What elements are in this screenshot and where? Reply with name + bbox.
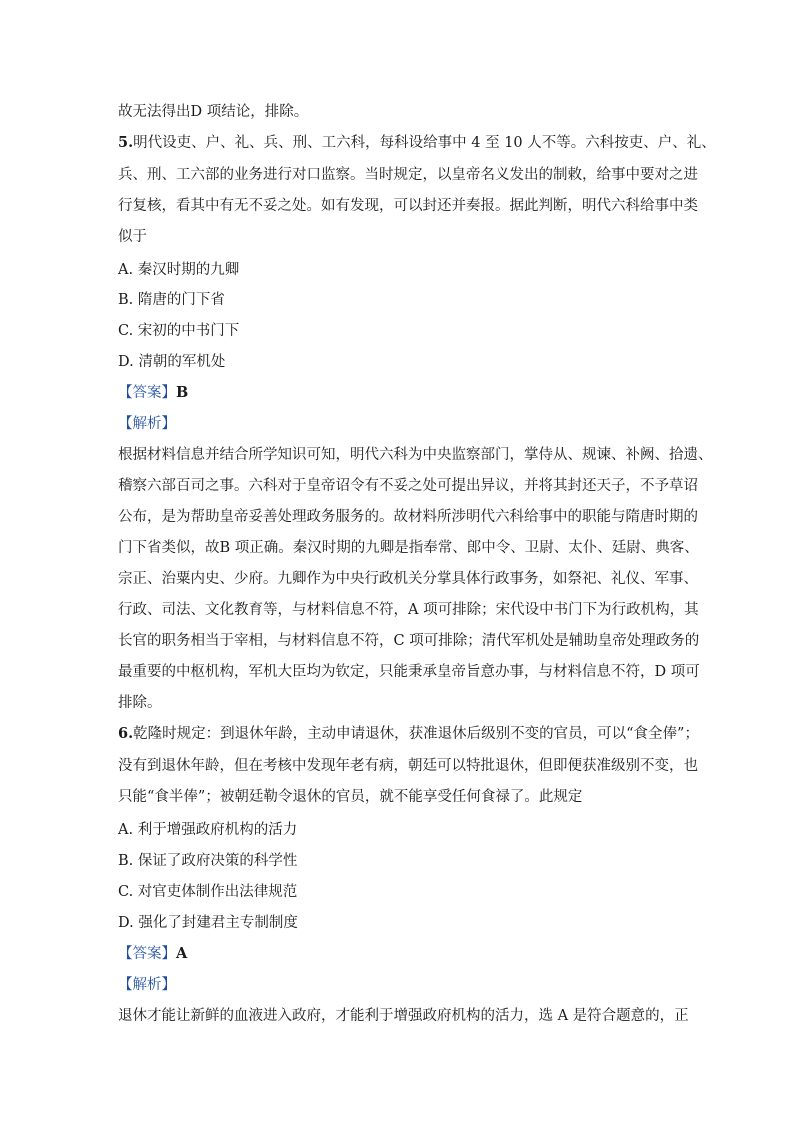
text-line-l28 [118, 944, 187, 964]
text-line-l13 [118, 476, 698, 496]
text-span: 门下省类似，故B 项正确。秦汉时期的九卿是指奉常、郎中令、卫尉、太仆、廷尉、典客、 [118, 540, 699, 556]
text-span: B [176, 384, 189, 401]
text-span: 6. [118, 725, 134, 742]
text-line-l17 [118, 600, 699, 620]
text-span: 最重要的中枢机构，军机大臣均为钦定，只能秉承皇帝旨意办事，与材料信息不符，D 项可 [118, 664, 700, 680]
text-span: 兵、刑、工六部的业务进行对口监察。当时规定，以皇帝名义发出的制敕，给事中要对之进 [118, 167, 698, 183]
text-span: 行复核，看其中有无不妥之处。如有发现，可以封还并奏报。据此判断，明代六科给事中类 [118, 198, 698, 214]
text-span: 行政、司法、文化教育等，与材料信息不符，A 项可排除；宋代设中书门下为行政机构，其 [118, 602, 699, 618]
text-span: 长官的职务相当于宰相，与材料信息不符，C 项可排除；清代军机处是辅助皇帝处理政务的 [118, 633, 700, 649]
text-span: D. 清朝的军机处 [118, 354, 226, 370]
section-tag: 【解析】 [118, 416, 176, 432]
text-line-l18 [118, 631, 699, 651]
text-span: 宗正、治粟内史、少府。九卿作为中央行政机关分掌具体行政事务，如祭祀、礼仪、军事、 [118, 571, 698, 587]
text-span: A. 利于增强政府机构的活力 [118, 822, 298, 838]
text-line-l30 [118, 1006, 689, 1026]
text-span: 稽察六部百司之事。六科对于皇帝诏令有不妥之处可提出异议，并将其封还天子，不予草诏 [118, 478, 698, 494]
text-line-l01 [118, 102, 308, 122]
text-line-l15 [118, 538, 699, 558]
text-span: B. 隋唐的门下省 [118, 292, 225, 308]
text-line-l27 [118, 913, 298, 933]
text-line-l14 [118, 507, 698, 527]
text-span: 没有到退休年龄，但在考核中发现年老有病，朝廷可以特批退休，但即便获准级别不变，也 [118, 758, 698, 774]
text-line-l22 [118, 756, 698, 776]
text-line-l06 [118, 260, 239, 280]
text-line-l10 [118, 383, 188, 403]
text-line-l25 [118, 851, 297, 871]
text-line-l05 [118, 227, 147, 247]
text-line-l19 [118, 662, 700, 682]
text-line-l24 [118, 820, 297, 840]
text-line-l11 [118, 414, 176, 434]
text-span: D. 强化了封建君主专制制度 [118, 915, 298, 931]
text-span: 只能“食半俸”；被朝廷勒令退休的官员，就不能享受任何食禄了。此规定 [118, 789, 583, 805]
text-span: 根据材料信息并结合所学知识可知，明代六科为中央监察部门，掌侍从、规谏、补阙、拾遗、 [118, 447, 713, 463]
text-line-l21 [118, 724, 699, 744]
text-line-l09 [118, 352, 225, 372]
text-line-l26 [118, 882, 297, 902]
text-line-l03 [118, 165, 698, 185]
text-line-l29 [118, 975, 176, 995]
text-span: B. 保证了政府决策的科学性 [118, 853, 298, 869]
section-tag: 【答案】 [118, 385, 176, 401]
text-span: 5. [118, 134, 134, 151]
text-line-l23 [118, 787, 582, 807]
text-span: 明代设吏、户、礼、兵、刑、工六科，每科设给事中 4 至 10 人不等。六科按吏、户、礼、 [133, 135, 716, 151]
text-span: C. 对官吏体制作出法律规范 [118, 884, 298, 900]
text-line-l07 [118, 290, 225, 310]
text-line-l08 [118, 321, 239, 341]
text-span: 退休才能让新鲜的血液进入政府，才能利于增强政府机构的活力，选 A 是符合题意的，正 [118, 1008, 689, 1024]
text-span: 排除。 [118, 695, 162, 711]
text-span: A [176, 945, 188, 962]
text-line-l16 [118, 569, 698, 589]
text-span: 似于 [118, 229, 147, 245]
text-line-l04 [118, 196, 698, 216]
section-tag: 【解析】 [118, 977, 176, 993]
text-span: 故无法得出D 项结论，排除。 [118, 104, 309, 120]
text-line-l12 [118, 445, 713, 465]
text-span: A. 秦汉时期的九卿 [118, 262, 240, 278]
text-line-l20 [118, 693, 162, 713]
text-line-l02 [118, 133, 716, 153]
text-span: 公布，是为帮助皇帝妥善处理政务服务的。故材料所涉明代六科给事中的职能与隋唐时期的 [118, 509, 698, 525]
section-tag: 【答案】 [118, 946, 176, 962]
text-span: C. 宋初的中书门下 [118, 323, 240, 339]
text-span: 乾隆时规定：到退休年龄，主动申请退休，获准退休后级别不变的官员，可以“食全俸”； [133, 726, 699, 742]
